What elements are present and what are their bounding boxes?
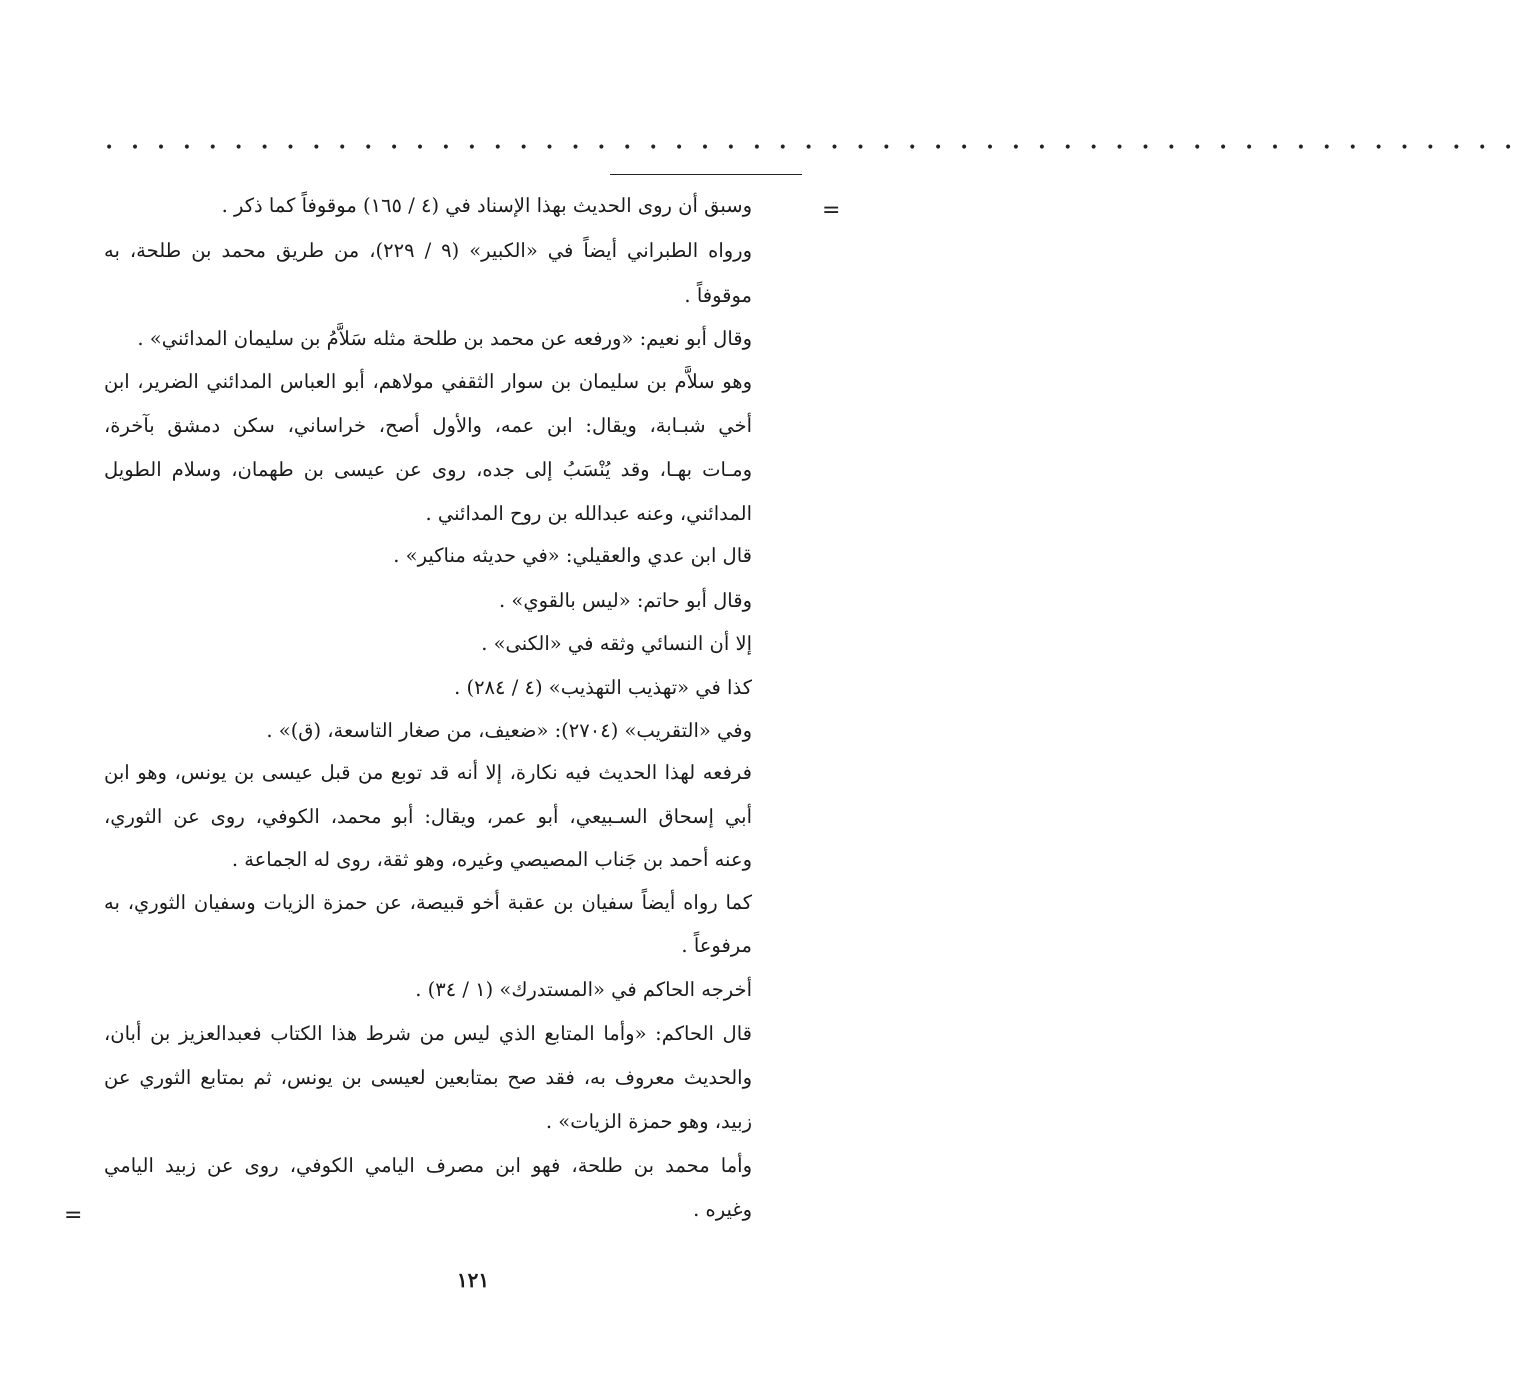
text-line: أخي شبـابة، ويقال: ابن عمه، والأول أصح، خراساني، سكن دمشق بآخرة، [104, 414, 752, 437]
page-number: ١٢١ [456, 1268, 490, 1292]
text-line: وهو سلاَّم بن سليمان بن سوار الثقفي مولاهم، أبو العباس المدائني الضرير، ابن [104, 370, 752, 393]
text-line: فرفعه لهذا الحديث فيه نكارة، إلا أنه قد توبع من قبل عيسى بن يونس، وهو ابن [104, 761, 752, 784]
text-line: أبي إسحاق السـبيعي، أبو عمر، ويقال: أبو محمد، الكوفي، روى عن الثوري، [104, 805, 752, 828]
text-line: وعنه أحمد بن جَناب المصيصي وغيره، وهو ثقة، روى له الجماعة . [231, 848, 752, 871]
text-line: إلا أن النسائي وثقه في «الكنى» . [481, 632, 752, 655]
text-line: كذا في «تهذيب التهذيب» (٤ / ٢٨٤) . [454, 676, 752, 699]
continuation-mark-top: = [822, 198, 841, 223]
text-line: والحديث معروف به، فقد صح بمتابعين لعيسى بن يونس، ثم بمتابع الثوري عن [104, 1066, 752, 1089]
text-line: قال ابن عدي والعقيلي: «في حديثه مناكير» . [393, 544, 752, 567]
text-line: وأما محمد بن طلحة، فهو ابن مصرف اليامي الكوفي، روى عن زبيد اليامي [104, 1154, 752, 1177]
text-line: وغيره . [693, 1198, 752, 1221]
text-line: المدائني، وعنه عبدالله بن روح المدائني . [425, 502, 752, 525]
text-line: ومـات بهـا، وقد يُنْسَبُ إلى جده، روى عن عيسى بن طهمان، وسلام الطويل [104, 458, 752, 481]
text-line: موقوفاً . [684, 284, 752, 307]
text-line: وسبق أن روى الحديث بهذا الإسناد في (٤ / ١٦٥) موقوفاً كما ذكر . [221, 194, 752, 217]
text-line: مرفوعاً . [681, 934, 752, 957]
text-line: قال الحاكم: «وأما المتابع الذي ليس من شرط هذا الكتاب فعبدالعزيز بن أبان، [104, 1022, 752, 1045]
header-dotted-line: • • • • • • • • • • • • • • • • • • • • • • • • • • • • • • • • • • • • • • • • • • • • • • • • • • • • • • • [105, 140, 1519, 156]
continuation-mark-bottom: = [64, 1203, 83, 1228]
text-line: كما رواه أيضاً سفيان بن عقبة أخو قبيصة، عن حمزة الزيات وسفيان الثوري، به [104, 891, 752, 914]
text-line: وقال أبو نعيم: «ورفعه عن محمد بن طلحة مثله سَلاَّمُ بن سليمان المدائني» . [137, 327, 752, 350]
text-line: وقال أبو حاتم: «ليس بالقوي» . [499, 589, 752, 612]
text-line: أخرجه الحاكم في «المستدرك» (١ / ٣٤) . [415, 978, 752, 1001]
text-line: ورواه الطبراني أيضاً في «الكبير» (٩ / ٢٢٩)، من طريق محمد بن طلحة، به [104, 239, 753, 262]
text-line: زبيد، وهو حمزة الزيات» . [545, 1110, 752, 1133]
text-line: وفي «التقريب» (٢٧٠٤): «ضعيف، من صغار التاسعة، (ق)» . [266, 719, 752, 742]
